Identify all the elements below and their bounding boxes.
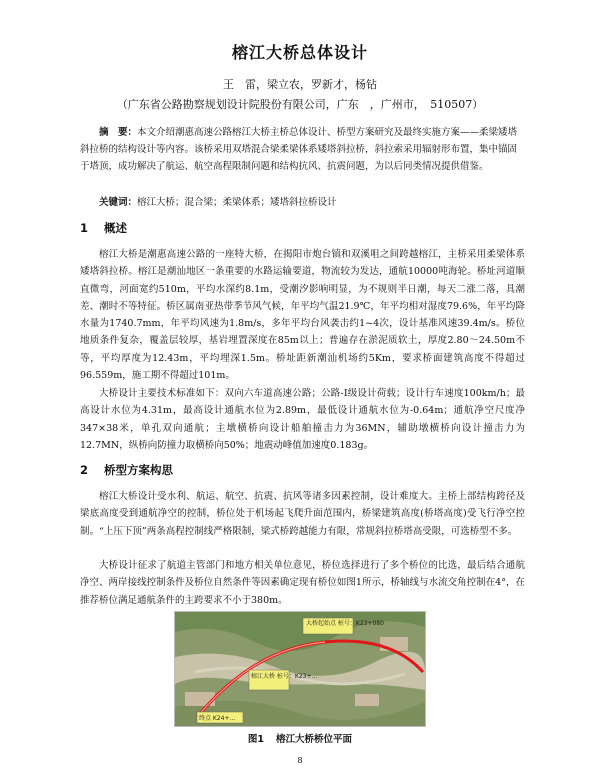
bridge-label: 榕江大桥 桩号：K23+…	[251, 673, 318, 680]
figure-1-number: 图1	[247, 734, 265, 745]
abstract-text: 本文介绍潮惠高速公路榕江大桥主桥总体设计、桥型方案研究及最终实施方案——柔梁矮塔斜拉桥的结构设计等内容。该桥采用双塔混合梁柔梁体系矮塔斜拉桥，斜拉索采用辐射形布置，集中锚固于塔顶，成功解决了航运、航空高程限制问题和结构抗风、抗震问题，为以后同类情况提供借鉴。	[80, 127, 518, 172]
section-1-number: 1	[80, 221, 89, 235]
section-2-number: 2	[80, 463, 89, 477]
keywords-label: 关键词：	[99, 197, 138, 208]
section-1-paragraph-2: 大桥设计主要技术标准如下：双向六车道高速公路；公路-Ⅰ级设计荷载；设计行车速度100km/h；最高设计水位为4.31m，最高设计通航水位为2.89m，最低设计通航水位为-0.64m；通航净空尺度净347×38米，单孔双向通航；主墩横桥向设计船舶撞击力为36MN，辅助墩横桥向设计撞击力为12.7MN，纵桥向防撞力取横桥向50%；地震动峰值加速度0.183g。	[80, 388, 525, 451]
section-2-paragraph-1: 榕江大桥设计受水利、航运、航空、抗震、抗风等诸多因素控制，设计难度大。主桥上部结构跨径及梁底高度受到通航净空的控制，桥位处于机场起飞爬升面范围内，桥梁建筑高度(桥塔高度)受飞行净空控制。“上压下顶”两条高程控制线严格限制，梁式桥跨越能力有限，常规斜拉桥塔高受限，可选桥型不多。	[80, 491, 525, 537]
keywords-text: 榕江大桥；混合梁；柔梁体系；矮塔斜拉桥设计	[137, 197, 337, 208]
author-list: 王 雷，梁立农，罗新才，杨钻	[223, 78, 377, 91]
end-point-label: 终点 K24+…	[199, 715, 236, 722]
bridge-site-map-figure	[174, 611, 426, 727]
abstract-label: 摘 要：	[99, 127, 138, 138]
site-map-image	[175, 612, 425, 726]
section-2-title: 桥型方案构思	[104, 463, 173, 477]
section-2-heading	[80, 462, 173, 478]
section-1-title: 概述	[104, 221, 127, 235]
section-1-paragraph-1: 榕江大桥是潮惠高速公路的一座特大桥，在揭阳市炮台镇和双溪咀之间跨越榕江，主桥采用柔梁体系矮塔斜拉桥。榕江是潮汕地区一条重要的水路运输要道，物流较为发达，通航10000吨海轮。桥址河道顺直微弯，河面宽约510m，平均水深约8.1m，受潮汐影响明显，为不规则半日潮，每天二涨二落，具潮差、潮时不等特征。桥区属南亚热带季节风气候，年平均气温21.9℃，年平均相对湿度79.6%，年平均降水量为1740.7mm，年平均风速为1.8m/s，多年平均台风袭击约1~4次，设计基准风速39.4m/s。桥位地质条件复杂，覆盖层较厚，基岩埋置深度在85m以上；普遍存在淤泥质软土，厚度2.80～24.50m不等，平均厚度为12.43m，平均埋深1.5m。桥址距新潮汕机场约5Km，要求桥面建筑高度不得超过96.559m，施工期不得超过101m。	[80, 249, 525, 382]
figure-1-caption	[0, 731, 600, 745]
section-2-paragraph-2: 大桥设计征求了航道主管部门和地方相关单位意见，桥位选择进行了多个桥位的比选，最后结合通航净空、两岸接线控制条件及桥位自然条件等因素确定现有桥位如图1所示，桥轴线与水流交角控制在4°，在推荐桥位满足通航条件的主跨要求不小于380m。	[80, 560, 525, 606]
page-number: 8	[297, 756, 303, 765]
figure-1-title: 榕江大桥桥位平面	[276, 734, 353, 745]
paper-title: 榕江大桥总体设计	[231, 43, 368, 62]
start-point-label: 大桥起始点 桩号：K23+080	[306, 620, 384, 627]
keywords	[80, 194, 525, 211]
abstract	[80, 124, 525, 175]
affiliation: （广东省公路勘察规划设计院股份有限公司，广东 ，广州市， 510507）	[116, 98, 484, 111]
section-1-heading	[80, 220, 127, 236]
